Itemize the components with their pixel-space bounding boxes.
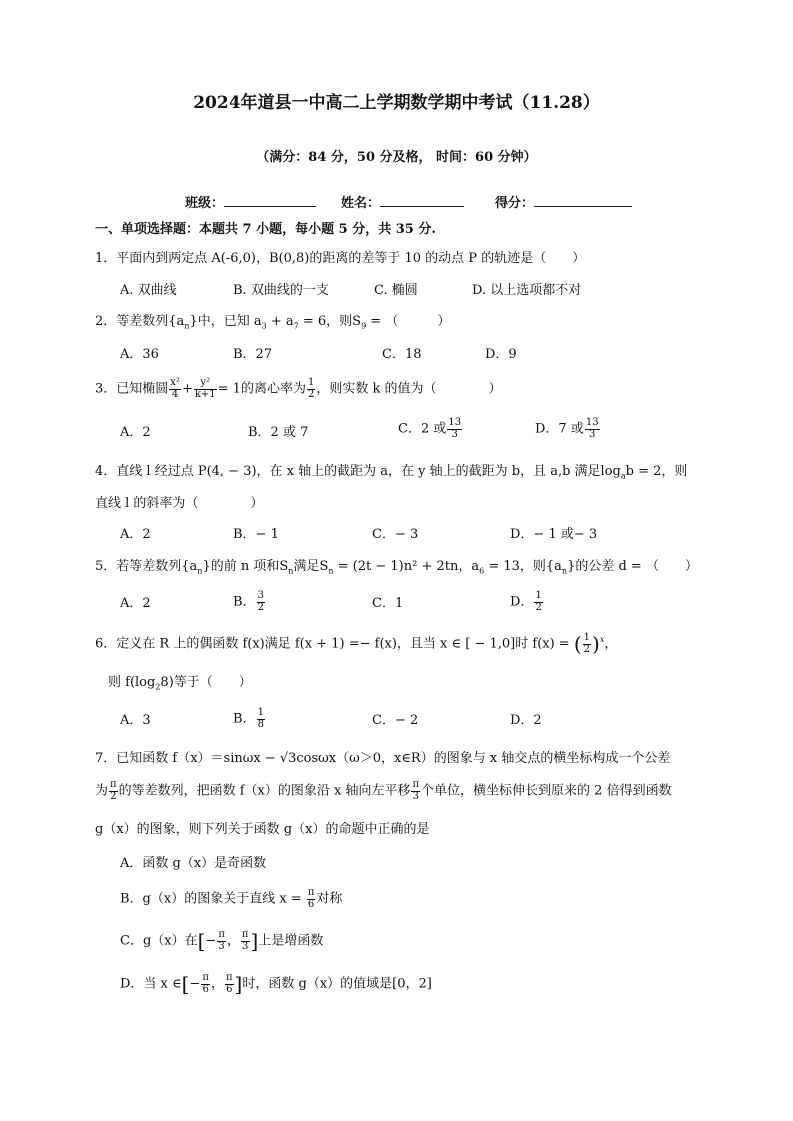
q6-option-b: B． $\frac{1}{8}$ [233,707,264,730]
q2-option-c: C．18 [382,347,422,362]
class-blank[interactable] [224,194,316,207]
name-field [341,194,464,210]
q5-stem: 5．若等差数列$\{a_n\}$的前 n 项和$S_n$满足$S_n = (2t - 1)n^2 + 2tn$，$a_6 = 13$，则$\{a_n\}$的公差 d = （ ） [95,559,698,576]
exam-subtitle: （满分：84 分，50 分及格， 时间：60 分钟） [256,150,537,165]
score-blank[interactable] [534,194,632,207]
q6-option-d: D．2 [510,713,542,728]
q2-option-b: B．27 [233,347,273,362]
q6-option-c: C．− 2 [372,713,419,728]
q7-option-d: D．当 x ∈[− $\frac{\pi}{6}$ ， $\frac{\pi}{6}$ ]时，函数 g（x）的值域是[0，2] [120,972,432,996]
q3-stem: 3．已知椭圆 $\frac{\text{x²}}{4}$ + $\frac{\text{y²}}{k+1}$ = 1的离心率为 $\frac{1}{2}$ ，则实数 k 的值为（ ） [95,377,502,400]
q3-option-a: A．2 [120,425,151,440]
q7-option-b: B．g（x）的图象关于直线 x = $\frac{\pi}{6}$ 对称 [120,887,343,910]
score-label: 得分： [495,196,535,211]
q6-option-a: A．3 [120,713,151,728]
q2-option-d: D．9 [485,347,517,362]
q1-stem: 1．平面内到两定点 A(-6,0)，B(0,8)的距离的差等于 10 的动点 P 的轨迹是（ ） [95,251,586,266]
q7-line3: g（x）的图象，则下列关于函数 g（x）的命题中正确的是 [95,822,430,837]
name-blank[interactable] [380,194,464,207]
q7-line2: 为 $\frac{\pi}{2}$ 的等差数列，把函数 f（x）的图象沿 x 轴向左平移 $\frac{\pi}{3}$ 个单位，横坐标伸长到原来的 2 倍得到函数 [95,779,672,802]
q7-option-c: C．g（x）在[− $\frac{\pi}{3}$ ， $\frac{\pi}{3}$ ]上是增函数 [120,929,324,953]
q5-option-d: D． $\frac{1}{2}$ [510,590,542,613]
q4-option-b: B．− 1 [233,527,279,542]
q4-option-a: A．2 [120,527,151,542]
q1-option-c: C. 椭圆 [374,283,418,298]
q1-option-b: B. 双曲线的一支 [233,283,329,298]
q5-option-a: A．2 [120,596,151,611]
q7-line1: 7．已知函数 f（x）＝sinωx − √3cosωx（ω＞0，x∈R）的图象与 x 轴交点的横坐标构成一个公差 [95,751,671,766]
q4-line2: 直线 l 的斜率为（ ） [95,496,264,511]
q5-option-c: C．1 [372,596,404,611]
exam-title: 2024年道县一中高二上学期数学期中考试（11.28） [193,93,600,113]
q6-stem: 6．定义在 R 上的偶函数 f(x)满足 f(x + 1) =− f(x)，且当 x ∈ [ − 1,0]时 f(x) = ( $\frac{1}{2}$ )$^x$， [95,632,618,656]
q4-option-c: C．− 3 [372,527,419,542]
q3-option-c: C．2 或 $\frac{13}{3}$ [398,417,462,440]
q5-option-b: B． $\frac{3}{2}$ [233,590,264,613]
q2-stem: 2．等差数列$\{a_n\}$中，已知 $a_3 + a_7 = 6$，则$S_9$ = （ ） [95,314,451,331]
q3-option-b: B．2 或 7 [248,425,309,440]
q1-option-d: D. 以上选项都不对 [472,283,582,298]
section-heading: 一、单项选择题：本题共 7 小题，每小题 5 分，共 35 分. [95,222,436,237]
q3-option-d: D．7 或 $\frac{13}{3}$ [535,417,599,440]
q4-line1: 4．直线 l 经过点 P(4, − 3)，在 x 轴上的截距为 a，在 y 轴上的截距为 b，且 a,b 满足$\log_ab = 2$，则 [95,464,688,481]
q1-option-a: A. 双曲线 [120,283,177,298]
q7-option-a: A．函数 g（x）是奇函数 [120,856,267,871]
q6-line2: 则 $f(\log_28)$等于（ ） [108,675,252,692]
score-field [495,194,632,210]
q4-option-d: D．− 1 或− 3 [510,527,598,542]
class-field [185,194,316,210]
name-label: 姓名： [341,196,381,211]
q2-option-a: A．36 [120,347,159,362]
class-label: 班级： [185,196,225,211]
